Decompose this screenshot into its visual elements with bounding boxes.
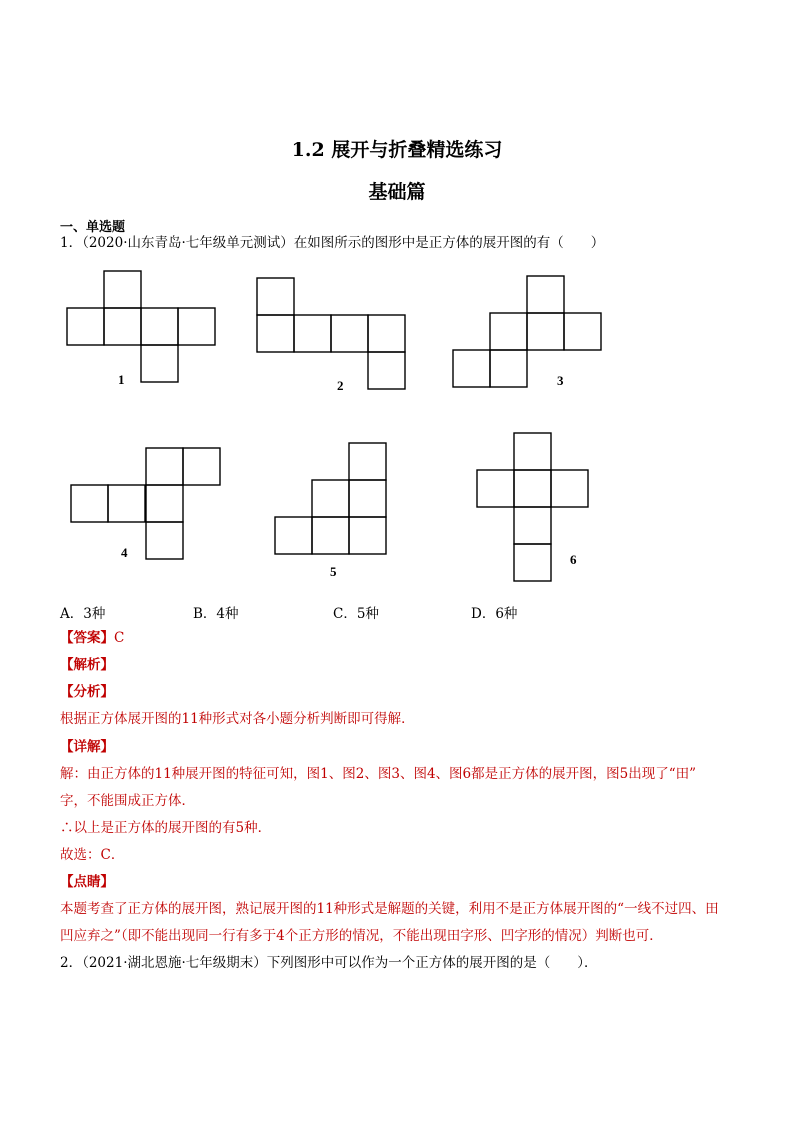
detail-line-1: 解：由正方体的11种展开图的特征可知，图1、图2、图3、图4、图6都是正方体的展开图，图5出现了“田”: [60, 766, 697, 782]
net-label-2: 2: [337, 378, 344, 393]
analysis-label: 【解析】: [60, 657, 114, 673]
net-label-4: 4: [121, 545, 128, 560]
net-label-5: 5: [330, 564, 337, 579]
page-subtitle: 基础篇: [368, 181, 426, 203]
page-title: 1.2 展开与折叠精选练习: [291, 139, 503, 161]
detail-label: 【详解】: [60, 739, 114, 755]
net-4: [71, 448, 220, 559]
net-3: [453, 276, 601, 387]
net-2: [257, 278, 405, 389]
question-2-stem: 2．（2021·湖北恩施·七年级期末）下列图形中可以作为一个正方体的展开图的是（ ）．: [60, 955, 598, 971]
option-b: B．4种: [193, 606, 239, 622]
detail-line-4: 故选：C．: [60, 847, 125, 863]
net-label-6: 6: [570, 552, 577, 567]
fenxi-label: 【分析】: [60, 684, 114, 700]
net-label-3: 3: [557, 373, 564, 388]
net-5: [275, 443, 386, 554]
answer-value: C: [114, 630, 125, 646]
detail-line-2: 字，不能围成正方体．: [60, 793, 195, 809]
net-1: [67, 271, 215, 382]
question-1-stem: 1．（2020·山东青岛·七年级单元测试）在如图所示的图形中是正方体的展开图的有（ ）: [60, 235, 605, 251]
comment-label: 【点睛】: [60, 874, 114, 890]
net-label-1: 1: [118, 372, 125, 387]
section-heading: 一、单选题: [60, 220, 126, 235]
comment-line-1: 本题考查了正方体的展开图，熟记展开图的11种形式是解题的关键，利用不是正方体展开图的“一线不过四、田: [60, 901, 719, 917]
option-d: D．6种: [471, 606, 518, 622]
comment-line-2: 凹应弃之”（即不能出现同一行有多于4个正方形的情况，不能出现田字形、凹字形的情况）判断也可．: [60, 928, 663, 944]
detail-line-3: ∴以上是正方体的展开图的有5种．: [60, 820, 272, 836]
answer-line: [60, 628, 124, 648]
option-c: C．5种: [333, 606, 379, 622]
option-a: A．3种: [60, 606, 106, 622]
answer-label: 【答案】: [60, 630, 114, 646]
fenxi-text: 根据正方体展开图的11种形式对各小题分析判断即可得解．: [60, 711, 415, 727]
